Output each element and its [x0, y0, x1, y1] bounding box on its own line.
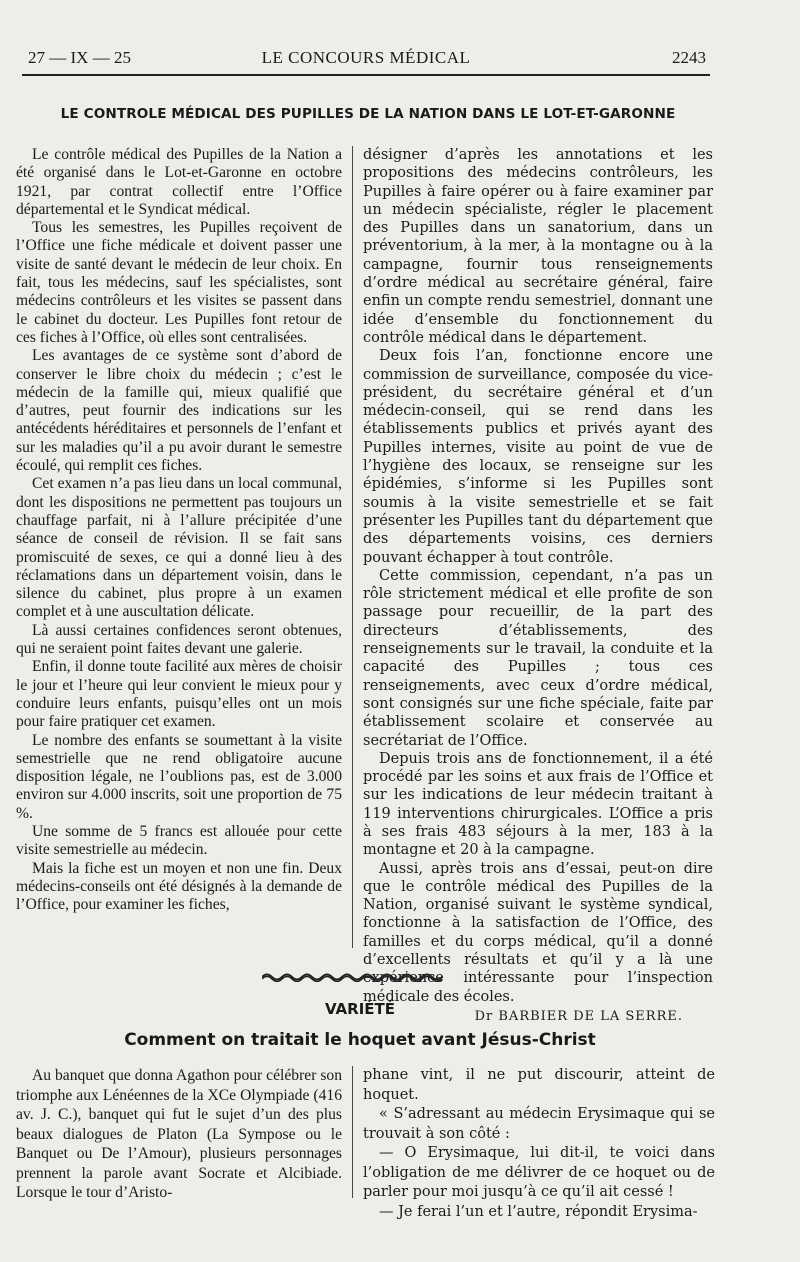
- issue-date: 27 — IX — 25: [28, 48, 131, 67]
- column-divider: [352, 146, 353, 948]
- paragraph: Là aussi certaines confidences seront obtenues, qui ne seraient point faites devant une galerie.: [16, 621, 342, 658]
- article2-column-right: [363, 1066, 715, 1222]
- column-divider-2: [352, 1066, 353, 1198]
- paragraph: Tous les semestres, les Pupilles reçoivent de l’Office une fiche médicale et doivent passer une visite de santé devant le médecin de leur choix. En fait, tous les médecins, sauf les spécialistes, sont médecins contrôleurs et les visites se passent dans le cabinet du docteur. Les Pupilles font retour de ces fiches à l’Office, où elles sont centralisées.: [16, 219, 342, 346]
- paragraph: Au banquet que donna Agathon pour célébrer son triomphe aux Lénéennes de la XCe Olympiade (416 av. J. C.), banquet qui fut le sujet d’un des plus beaux dialogues de Platon (La Sympose ou le Banquet ou De l’Amour), plusieurs personnages prennent la parole avant Socrate et Alcibiade. Lorsque le tour d’Aristo-: [16, 1067, 342, 1201]
- paragraph: Une somme de 5 francs est allouée pour cette visite semestrielle au médecin.: [16, 822, 342, 859]
- ornament-divider: [262, 972, 442, 982]
- paragraph: Mais la fiche est un moyen et non une fin. Deux médecins-conseils ont été désignés à la demande de l’Office, pour examiner les fiches,: [16, 859, 342, 914]
- paragraph: Cette commission, cependant, n’a pas un rôle strictement médical et elle profite de son passage pour recueillir, de la part des directeurs d’établissements, des renseignements sur le travail, la conduite et la capacité des Pupilles ; tous ces renseignements, avec ceux d’ordre médical, sont consignés sur une fiche spéciale, faite par établissement scolaire et conservée au secrétariat de l’Office.: [363, 567, 713, 749]
- journal-title: LE CONCOURS MÉDICAL: [261, 48, 471, 67]
- header-rule: [22, 74, 710, 76]
- paragraph: désigner d’après les annotations et les propositions des médecins contrôleurs, les Pupilles à faire opérer ou à faire examiner par un médecin spécialiste, régler le placement des Pupilles dans un sanatorium, dans un préventorium, à la mer, à la montagne ou à la campagne, fournir tous renseignements d’ordre médical au secrétaire général, faire enfin un compte rendu semestriel, donnant une idée d’ensemble du fonctionnement du contrôle médical dans le département.: [363, 147, 713, 346]
- paragraph: Cet examen n’a pas lieu dans un local communal, dont les dispositions ne permettent pas toujours un chauffage parfait, ni à l’allure précipitée d’une séance de conseil de révision. Il se fait sans promiscuité de sexes, ce qui a donné lieu à des réclamations dans un département voisin, dans le silence du cabinet, plus propre à un examen complet et à une auscultation délicate.: [16, 475, 342, 621]
- article-column-left: [16, 146, 342, 914]
- paragraph: — O Erysimaque, lui dit-il, te voici dans l’obligation de me délivrer de ce hoquet ou de parler pour moi jusqu’à ce qu’il ait cessé !: [363, 1145, 715, 1200]
- page-header: [22, 46, 710, 70]
- paragraph: phane vint, il ne put discourir, atteint de hoquet.: [363, 1067, 715, 1103]
- section-label: VARIÉTÉ: [324, 1000, 396, 1018]
- paragraph: Les avantages de ce système sont d’abord de conserver le libre choix du médecin ; c’est le médecin de la famille qui, mieux qualifié que d’autres, peut fournir des indications sur les antécédents héréditaires et personnels de l’enfant et sur les maladies qu’il a pu avoir durant le semestre écoulé, qui remplit ces fiches.: [16, 347, 342, 475]
- paragraph: « S’adressant au médecin Erysimaque qui se trouvait à son côté :: [363, 1106, 715, 1142]
- page-number: 2243: [672, 48, 706, 67]
- paragraph: Deux fois l’an, fonctionne encore une commission de surveillance, composée du vice-président, du secrétaire général et d’un médecin-conseil, qui se rend dans les établissements publics et privés ayant des Pupilles internes, visite au point de vue de l’hygiène des locaux, se renseigne sur les épidémies, s’informe si les Pupilles sont soumis à la visite semestrielle et se fait présenter les Pupilles tant du département que des départements voisins, ces derniers pouvant échapper à tout contrôle.: [363, 348, 713, 566]
- paragraph: Le nombre des enfants se soumettant à la visite semestrielle que ne rend obligatoire aucune disposition légale, ne l’oublions pas, est de 3.000 environ sur 4.000 inscrits, soit une proportion de 75 %.: [16, 731, 342, 822]
- article2-column-left: [16, 1066, 342, 1203]
- article-title: LE CONTROLE MÉDICAL DES PUPILLES DE LA NATION DANS LE LOT-ET-GARONNE: [60, 106, 676, 122]
- article-title-2: Comment on traitait le hoquet avant Jésus-Christ: [124, 1030, 596, 1050]
- paragraph: — Je ferai l’un et l’autre, répondit Erysima-: [379, 1203, 698, 1220]
- paragraph: Enfin, il donne toute facilité aux mères de choisir le jour et l’heure qui leur convient le mieux pour y conduire leurs enfants, puisqu’elles ont un mois pour faire pratiquer cet examen.: [16, 658, 342, 731]
- article-column-right: [363, 146, 713, 1026]
- paragraph: Le contrôle médical des Pupilles de la Nation a été organisé dans le Lot-et-Garonne en octobre 1921, par contrat collectif entre l’Office départemental et le Syndicat médical.: [16, 146, 342, 218]
- paragraph: Depuis trois ans de fonctionnement, il a été procédé par les soins et aux frais de l’Office et sur les indications de leur médecin traitant à 119 interventions chirurgicales. L’Office a pris à ses frais 483 séjours à la mer, 183 à la montagne et 20 à la campagne.: [363, 750, 713, 859]
- author-signature: Dr BARBIER DE LA SERRE.: [474, 1008, 683, 1024]
- paragraph: Aussi, après trois ans d’essai, peut-on dire que le contrôle médical des Pupilles de la Nation, organisé suivant le système syndical, fonctionne à la satisfaction de l’Office, des familles et du corps médical, qu’il a donné d’excellents résultats et qu’il y a là une expérience intéressante pour l’inspection médicale des écoles.: [363, 860, 713, 1005]
